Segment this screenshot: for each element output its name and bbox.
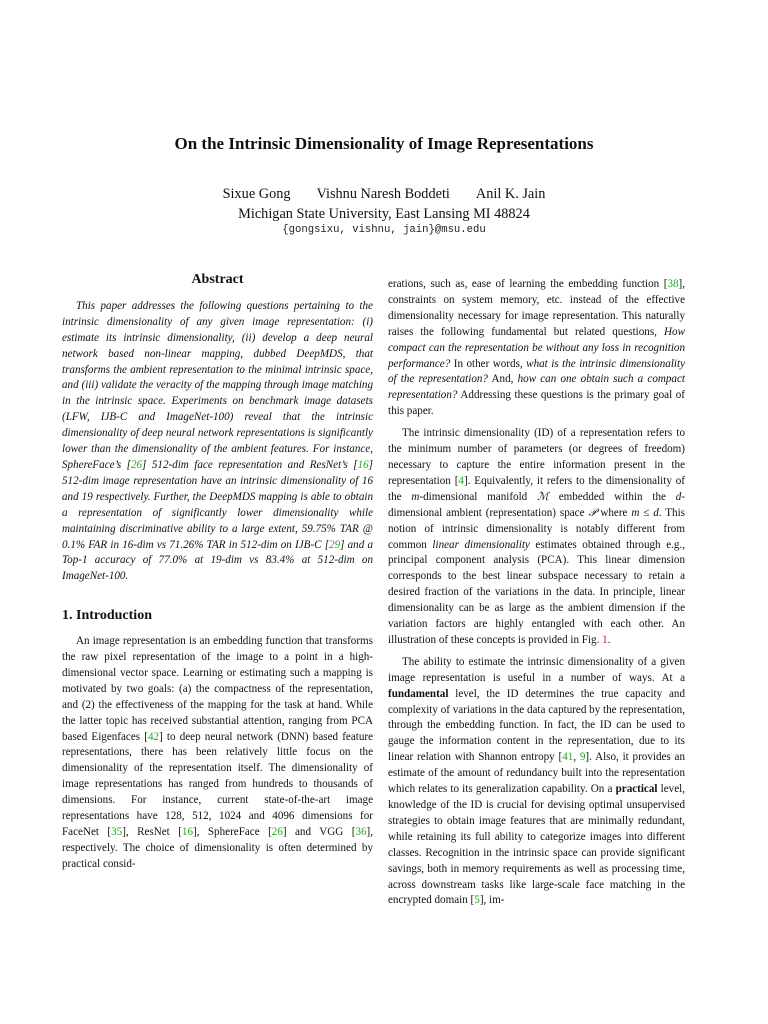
text-run: embedded within the bbox=[548, 490, 676, 503]
citation-link[interactable]: 35 bbox=[111, 826, 123, 838]
text-run: The intrinsic dimensionality (ID) of a representation refers to the minimum number of parameters (or degrees of freedom) necessary to capture the entire information present in the representation [ bbox=[388, 427, 685, 487]
bold-term: practical bbox=[615, 783, 658, 796]
text-run: -dimensional ambient (representation) space bbox=[388, 490, 685, 519]
text-run: estimates obtained through e.g., principal component analysis (PCA). This linear dimension corresponds to the best linear subspace necessary to retain a desired fraction of the variations in the data. In principle, linear dimensionality can be as large as the ambient dimension if the variation factors are highly entangled with each other. An illustration of these concepts is provided in Fig. bbox=[388, 538, 685, 646]
section-heading-introduction: 1. Introduction bbox=[62, 608, 152, 624]
figure-reference-link[interactable]: 1 bbox=[602, 633, 608, 646]
citation-link[interactable]: 26 bbox=[130, 458, 143, 471]
text-run: ], im- bbox=[479, 894, 505, 907]
math-symbol: ℳ bbox=[537, 490, 549, 503]
text-run: ], constraints on system memory, etc. instead of the effective dimensionality necessary for image representation. This naturally raises the following fundamental but related questions, bbox=[388, 278, 685, 338]
author-names bbox=[0, 184, 768, 204]
italic-question: How compact can the representation be without any loss in recognition performance? bbox=[388, 325, 685, 370]
citation-link[interactable]: 42 bbox=[147, 730, 160, 743]
text-run: level, the ID determines the true capacity and complexity of variations in the data captured by the representation, through the embedding function. In fact, the ID can be used to gauge the information content in the representation, due to its linear relation with Shannon entropy [ bbox=[388, 687, 685, 764]
left-column bbox=[62, 272, 373, 873]
citation-link[interactable]: 26 bbox=[271, 826, 283, 838]
italic-question: what is the intrinsic dimensionality of the representation? bbox=[388, 357, 685, 386]
body-paragraph-continuation bbox=[388, 277, 685, 420]
text-run: ]. Also, it provides an estimate of the amount of redundancy built into the representation which relates to its generalization capability. On a bbox=[388, 751, 685, 796]
text-run: , bbox=[573, 751, 580, 764]
body-paragraph-id-usefulness bbox=[388, 655, 685, 910]
text-run: ]. Equivalently, it refers to the dimensionality of the bbox=[388, 474, 685, 503]
text-run: ], respectively. The choice of dimensionality is often determined by practical consid- bbox=[62, 826, 373, 870]
math-symbol: d bbox=[675, 490, 682, 503]
author-block bbox=[0, 184, 768, 224]
text-run: Addressing these questions is the primary goal of this paper. bbox=[388, 389, 685, 418]
text-run: . bbox=[607, 633, 611, 646]
author-email: {gongsixu, vishnu, jain}@msu.edu bbox=[282, 224, 486, 236]
body-paragraph-id-definition bbox=[388, 426, 685, 649]
citation-link[interactable]: 38 bbox=[667, 278, 679, 290]
text-run: In other words, bbox=[450, 357, 527, 370]
abstract-heading: Abstract bbox=[191, 272, 244, 287]
intro-paragraph bbox=[62, 634, 373, 873]
math-symbol: m bbox=[411, 490, 420, 503]
text-run: And, bbox=[487, 373, 518, 386]
paper-title: On the Intrinsic Dimensionality of Image Representations bbox=[174, 134, 594, 153]
text-run: ] and VGG [ bbox=[282, 826, 356, 838]
abstract-text-run: ] and a Top-1 accuracy of 77.0% at 19-dim vs 83.4% at 512-dim on ImageNet-100. bbox=[62, 538, 373, 583]
text-run: erations, such as, ease of learning the embedding function [ bbox=[388, 278, 668, 290]
abstract-text-run: ] 512-dim face representation and ResNet’s [ bbox=[142, 458, 358, 471]
text-run: -dimensional manifold bbox=[419, 490, 538, 503]
abstract-text-run: This paper addresses the following questions pertaining to the intrinsic dimensionality of any given image representation: (i) estimate its intrinsic dimensionality, (ii) develop a deep neural network based non-linear mapping, dubbed DeepMDS, that transforms the ambient representation to the minimal intrinsic space, and (iii) validate the veracity of the mapping through image matching in the intrinsic space. Experiments on benchmark image datasets (LFW, IJB-C and ImageNet-100) reveal that the intrinsic dimensionality of deep neural network representations is significantly lower than the dimensionality of the ambient features. For instance, SphereFace’s [ bbox=[62, 299, 373, 471]
text-run: level, knowledge of the ID is crucial for devising optimal unsupervised strategies to obtain image features that are minimally redundant, while retaining its full ability to categorize images into different classes. Recognition in the intrinsic space can provide significant savings, both in memory requirements as well as processing time, across downstream tasks like large-scale face matching in the encrypted domain [ bbox=[388, 783, 685, 907]
text-run: . This notion of intrinsic dimensionality is notably different from common bbox=[388, 506, 685, 551]
text-run: ] to deep neural network (DNN) based feature representations, there has been relatively little focus on the dimensionality of the representation itself. The dimensionality of image representations has ranged from hundreds to thousands of dimensions. For instance, current state-of-the-art image representations have 128, 512, 1024 and 4096 dimensions for FaceNet [ bbox=[62, 730, 373, 838]
text-run: The ability to estimate the intrinsic dimensionality of a given image representation is useful in a number of ways. At a bbox=[388, 655, 685, 684]
math-symbol: 𝒫 bbox=[588, 506, 597, 519]
author-name: Anil K. Jain bbox=[475, 186, 546, 202]
abstract-text-run: ] 512-dim image representation have an intrinsic dimensionality of 16 and 19 respectively. Further, the DeepMDS mapping is able to obtain a representation of significantly lower dimensionality while maintaining discriminative ability to a large extent, 59.75% TAR @ 0.1% FAR in 16-dim vs 71.26% TAR in 512-dim on IJB-C [ bbox=[62, 458, 373, 551]
author-name: Vishnu Naresh Boddeti bbox=[316, 186, 450, 202]
italic-question: how can one obtain such a compact representation? bbox=[388, 373, 685, 402]
citation-link[interactable]: 9 bbox=[579, 751, 586, 764]
author-name: Sixue Gong bbox=[222, 186, 291, 202]
text-run: ], ResNet [ bbox=[122, 826, 182, 838]
citation-link[interactable]: 36 bbox=[355, 826, 367, 838]
citation-link[interactable]: 5 bbox=[474, 894, 480, 907]
affiliation: Michigan State University, East Lansing MI 48824 bbox=[238, 206, 530, 222]
citation-link[interactable]: 4 bbox=[458, 474, 464, 487]
citation-link[interactable]: 16 bbox=[357, 458, 369, 471]
math-expression: m ≤ d bbox=[631, 506, 659, 519]
citation-link[interactable]: 29 bbox=[329, 538, 341, 551]
abstract-text bbox=[62, 299, 373, 585]
text-run: An image representation is an embedding function that transforms the raw pixel representation of the image to a point in a high-dimensional vector space. Learning or estimating such a mapping is motivated by two goals: (a) the compactness of the representation, and (2) the effectiveness of the mapping for the task at hand. While the latter topic has received substantial attention, ranging from PCA based Eigenfaces [ bbox=[62, 635, 373, 743]
italic-term: linear dimensionality bbox=[432, 538, 530, 551]
citation-link[interactable]: 16 bbox=[181, 826, 193, 838]
bold-term: fundamental bbox=[388, 687, 449, 700]
text-run: ], SphereFace [ bbox=[192, 826, 272, 838]
citation-link[interactable]: 41 bbox=[562, 751, 574, 764]
right-column bbox=[388, 277, 685, 909]
text-run: where bbox=[596, 506, 632, 519]
